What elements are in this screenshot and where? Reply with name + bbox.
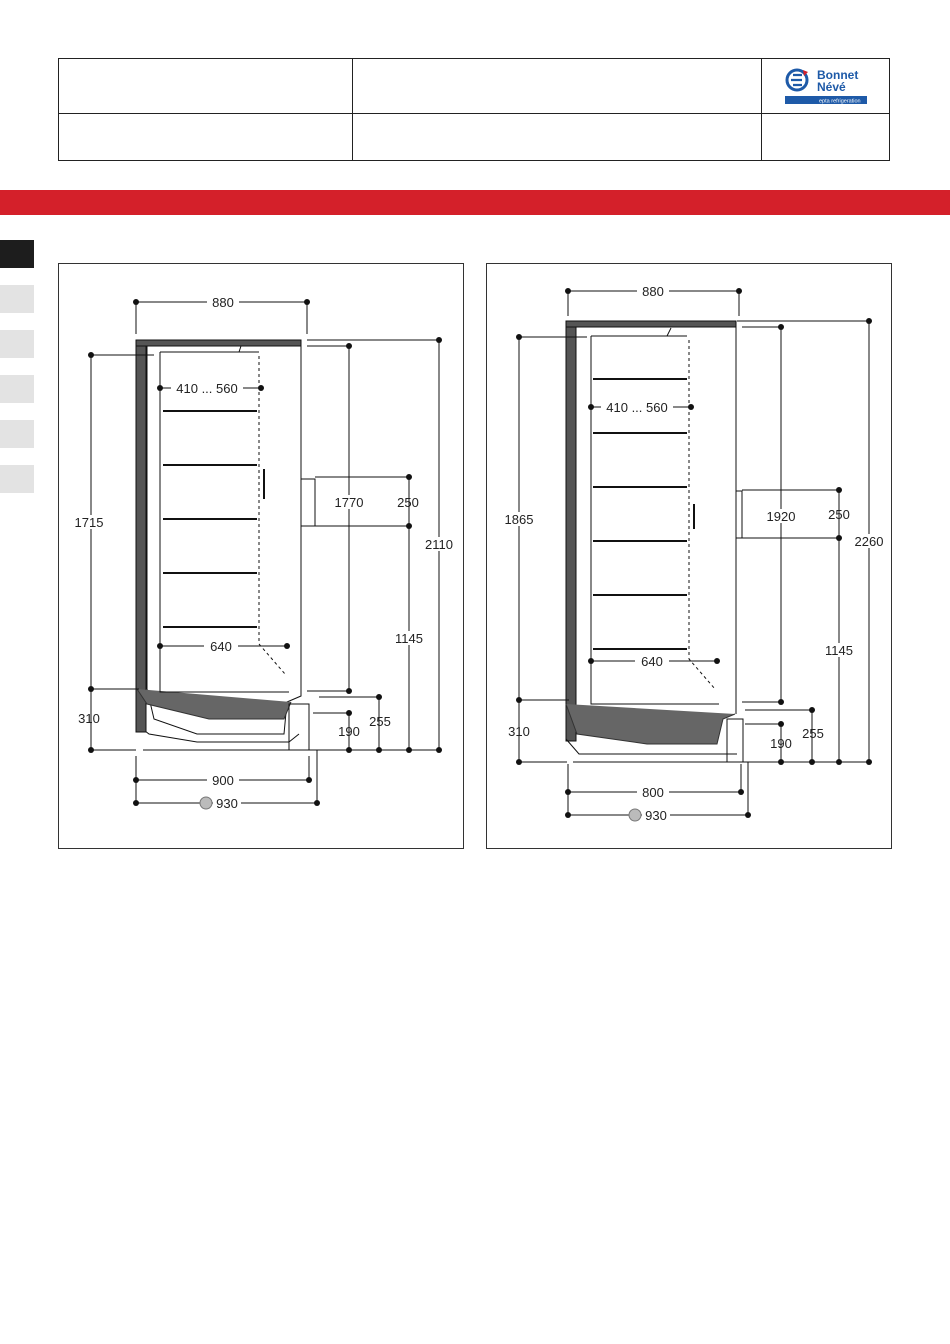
dim-190: 190 [770,736,792,751]
dim-bottom-width: 800 [642,785,664,800]
dim-height-1145: 1145 [395,631,423,646]
dim-inner-depth: 640 [210,639,232,654]
side-tab[interactable] [0,465,34,493]
header-row-divider [59,113,889,114]
bonnet-neve-logo [783,66,868,106]
dim-inner-height: 1865 [504,512,534,527]
dim-bottom-width: 900 [212,773,234,788]
dim-shelf-depth: 410 ... 560 [606,400,668,415]
dim-255: 255 [369,714,391,729]
side-tab[interactable] [0,375,34,403]
side-tab[interactable] [0,420,34,448]
dim-bottom-overall: 930 [216,796,238,811]
side-tab[interactable] [0,330,34,358]
dim-offset-250: 250 [828,507,850,522]
dim-top-width: 880 [212,295,234,310]
section-red-bar [0,190,950,215]
cabinet-section-diagram-1 [59,264,465,850]
diagram-panel-2 [486,263,892,849]
dim-base-height: 310 [508,724,530,739]
dim-shelf-depth: 410 ... 560 [176,381,238,396]
dim-display-height: 1770 [334,495,364,510]
dim-offset-250: 250 [397,495,419,510]
logo-text-line2: Névé [817,80,846,94]
header-divider [761,59,762,160]
dim-height-1145: 1145 [825,643,853,658]
side-tab-active[interactable] [0,240,34,268]
dim-base-height: 310 [78,711,100,726]
dim-inner-depth: 640 [641,654,663,669]
dim-total-height: 2260 [854,534,884,549]
dim-255: 255 [802,726,824,741]
cabinet-section-diagram-2 [487,264,893,850]
dim-total-height: 2110 [425,537,453,552]
side-tab[interactable] [0,285,34,313]
diagram-panel-1 [58,263,464,849]
dim-display-height: 1920 [766,509,796,524]
logo-text-line1: Bonnet [817,68,859,82]
dim-inner-height: 1715 [74,515,104,530]
header-table [58,58,890,161]
logo-tagline: epta refrigeration [819,98,861,105]
header-divider [352,59,353,160]
dim-bottom-overall: 930 [645,808,667,823]
dim-190: 190 [338,724,360,739]
dim-top-width: 880 [642,284,664,299]
